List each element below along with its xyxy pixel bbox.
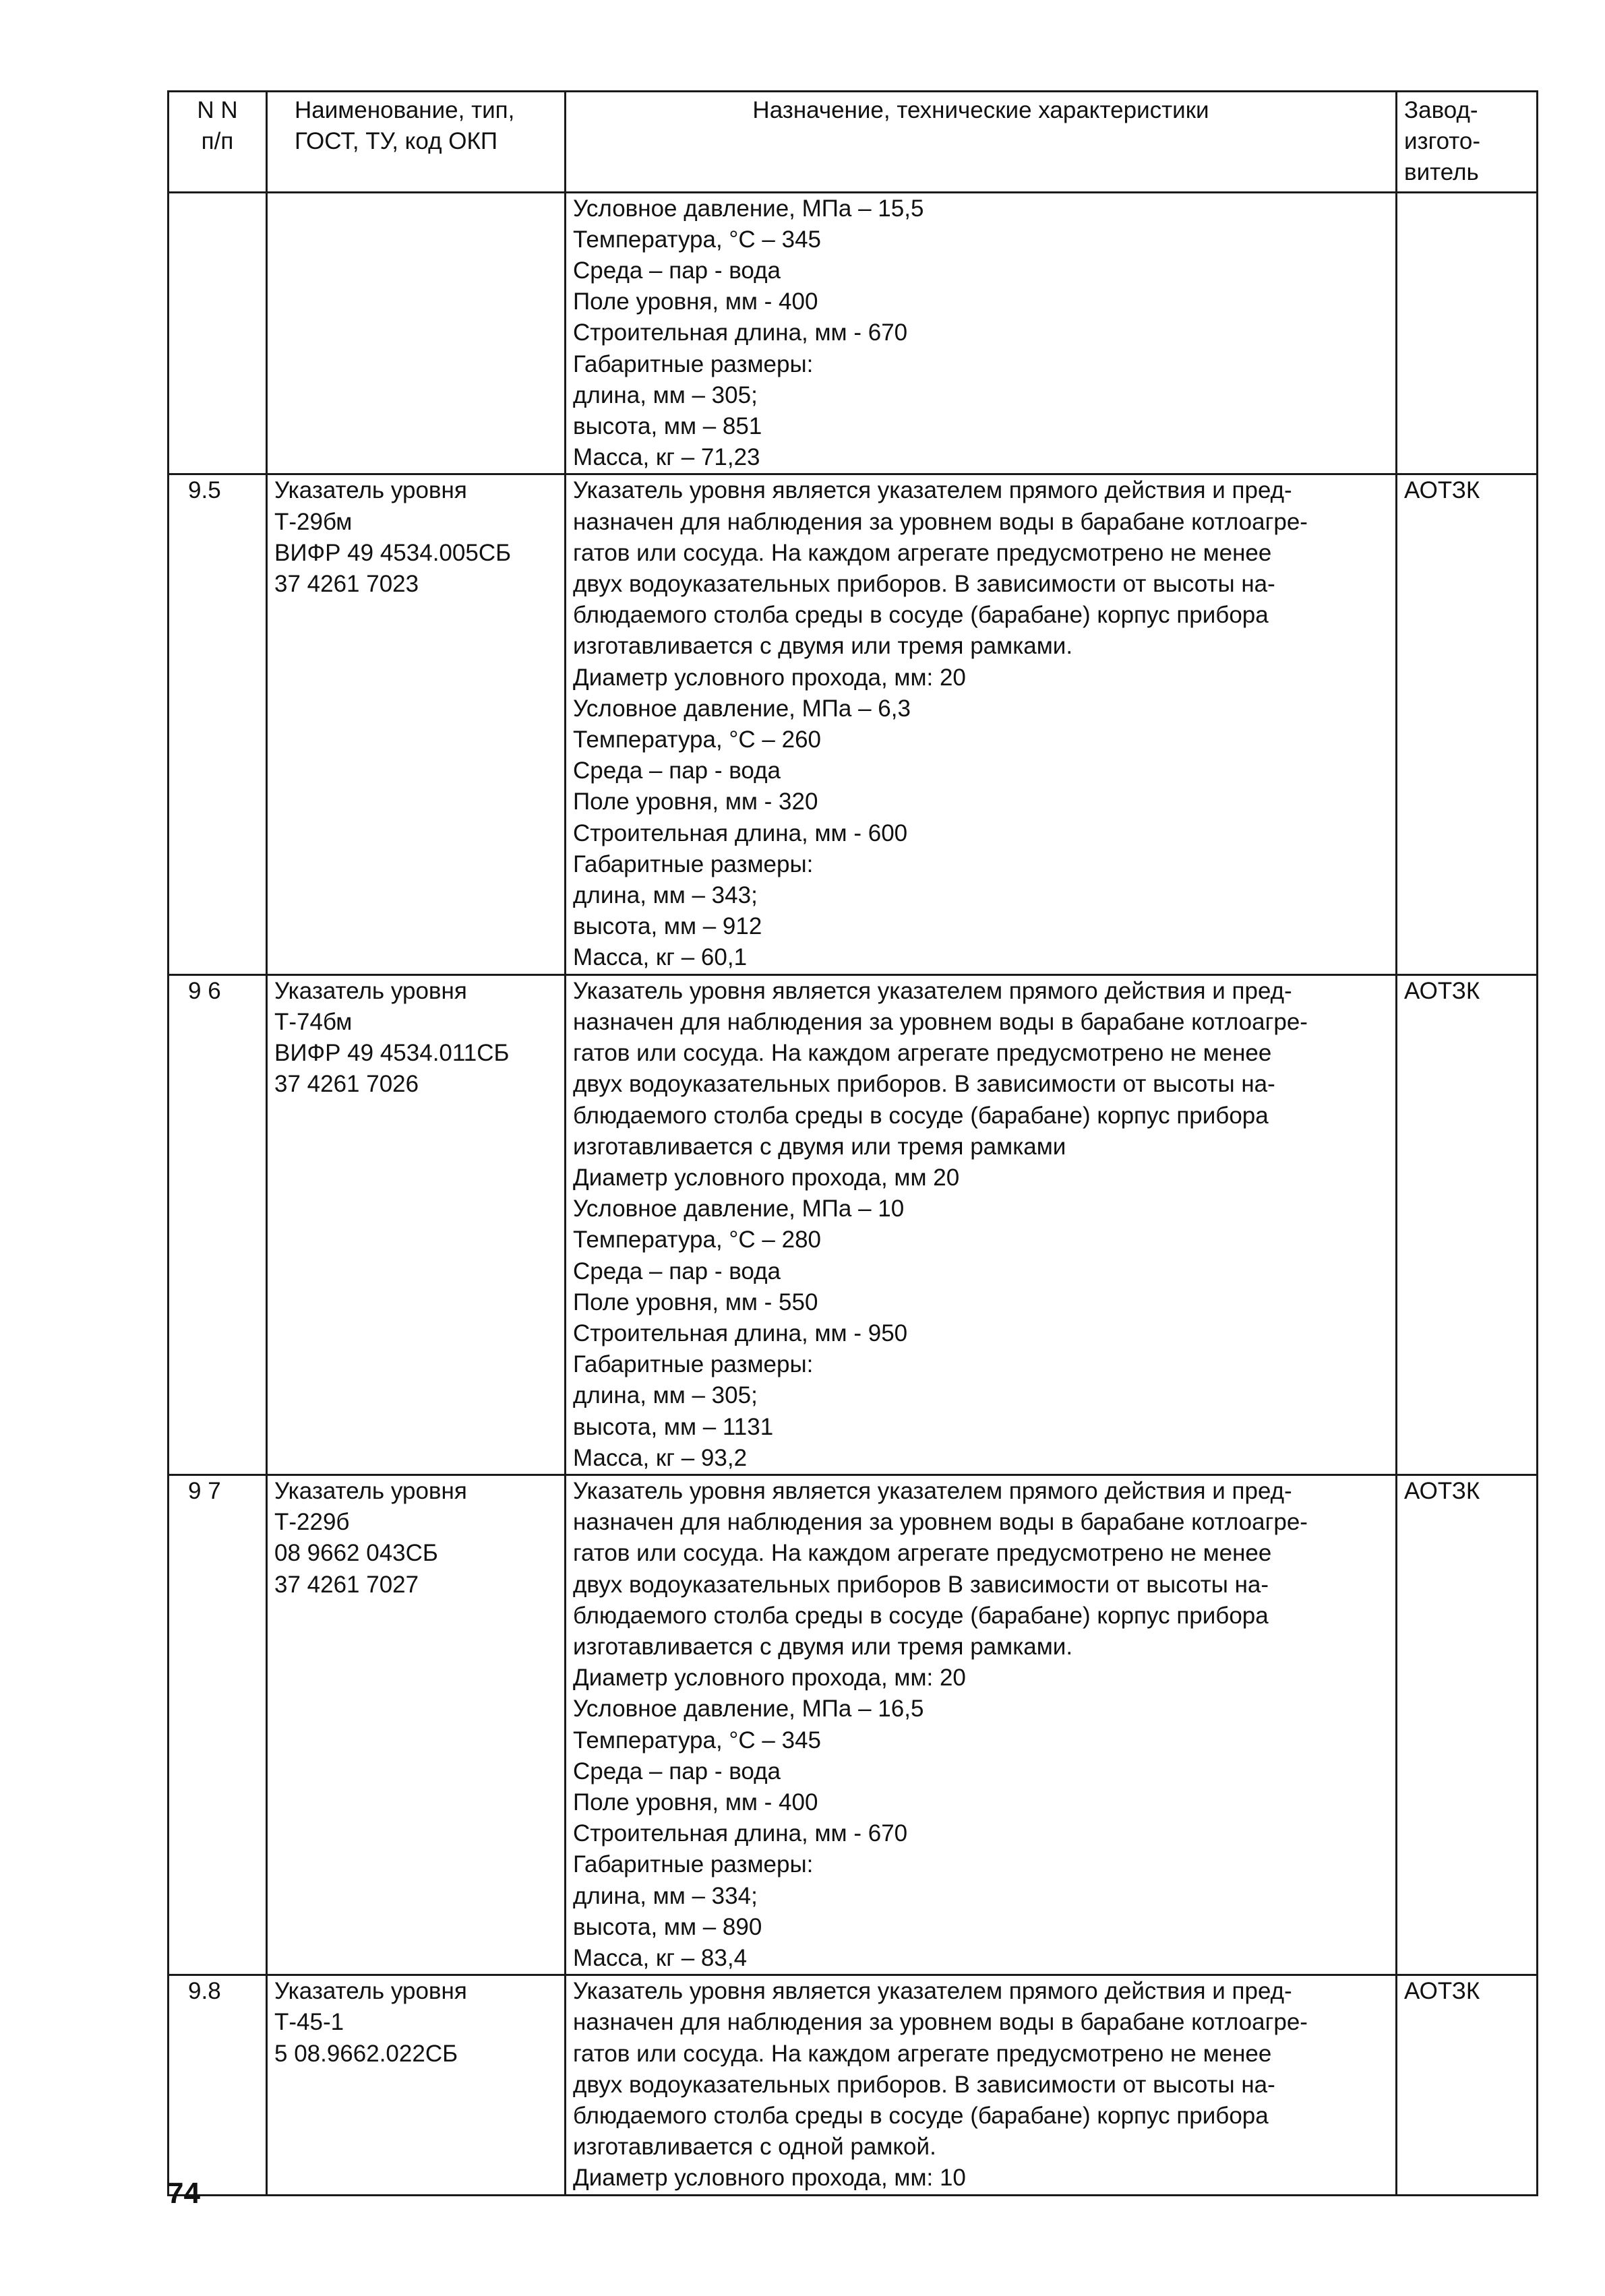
- description-line: назначен для наблюдения за уровнем воды в барабане котлоагре-: [573, 1008, 1308, 1035]
- name-line: 37 4261 7023: [274, 571, 419, 598]
- table-row: [169, 974, 1538, 1475]
- description-line: Поле уровня, мм - 400: [573, 288, 818, 315]
- description-line: Диаметр условного прохода, мм: 20: [573, 1665, 966, 1692]
- description-line: Масса, кг – 71,23: [573, 444, 760, 471]
- description-line: Габаритные размеры:: [573, 1351, 814, 1378]
- description-line: высота, мм – 890: [573, 1913, 762, 1940]
- row-number-text: 9.8: [188, 1978, 221, 2005]
- manufacturer-text: АОТЗК: [1404, 1978, 1480, 2005]
- row-name: [267, 192, 566, 474]
- description-line: блюдаемого столба среды в сосуде (барабане) корпус прибора: [573, 2103, 1269, 2129]
- manufacturer-text: АОТЗК: [1404, 1477, 1480, 1504]
- row-manufacturer: [1397, 1975, 1538, 2195]
- row-name: [267, 474, 566, 974]
- description-line: блюдаемого столба среды в сосуде (барабане) корпус прибора: [573, 602, 1269, 629]
- table-row: [169, 192, 1538, 474]
- table-row: [169, 474, 1538, 974]
- description-line: Температура, °С – 280: [573, 1227, 822, 1253]
- header-name-line: Наименование, тип,: [295, 97, 515, 123]
- description-line: Указатель уровня является указателем прямого действия и пред-: [573, 477, 1292, 504]
- header-name-line: ГОСТ, ТУ, код ОКП: [295, 128, 498, 155]
- name-line: Т-229б: [274, 1509, 350, 1536]
- header-maker-line: витель: [1404, 159, 1479, 186]
- name-line: Указатель уровня: [274, 977, 467, 1004]
- description-line: Условное давление, МПа – 6,3: [573, 695, 911, 722]
- name-line: 5 08.9662.022СБ: [274, 2040, 458, 2067]
- header-num-line: N N: [197, 97, 238, 123]
- description-line: Диаметр условного прохода, мм: 10: [573, 2165, 966, 2192]
- row-description: [566, 1975, 1397, 2195]
- row-number-text: 9.5: [188, 477, 221, 504]
- description-line: Температура, °С – 260: [573, 726, 822, 753]
- name-line: Т-29бм: [274, 508, 353, 535]
- description-line: Габаритные размеры:: [573, 850, 814, 877]
- description-line: двух водоуказательных приборов. В зависимости от высоты на-: [573, 571, 1275, 598]
- header-maker-line: Завод-: [1404, 97, 1478, 123]
- name-line: 08 9662 043СБ: [274, 1540, 438, 1567]
- table-row: [169, 1975, 1538, 2195]
- table-header-row: [169, 92, 1538, 193]
- description-line: гатов или сосуда. На каждом агрегате предусмотрено не менее: [573, 1040, 1272, 1067]
- name-line: Указатель уровня: [274, 1477, 467, 1504]
- description-line: Поле уровня, мм - 400: [573, 1789, 818, 1816]
- description-line: длина, мм – 334;: [573, 1882, 758, 1909]
- row-description: [566, 192, 1397, 474]
- description-line: Указатель уровня является указателем прямого действия и пред-: [573, 1978, 1292, 2005]
- description-line: гатов или сосуда. На каждом агрегате предусмотрено не менее: [573, 1540, 1272, 1567]
- row-description: [566, 1475, 1397, 1975]
- description-line: назначен для наблюдения за уровнем воды в барабане котлоагре-: [573, 1509, 1308, 1536]
- description-line: Строительная длина, мм - 670: [573, 319, 908, 346]
- description-line: высота, мм – 912: [573, 913, 762, 940]
- description-line: назначен для наблюдения за уровнем воды в барабане котлоагре-: [573, 2009, 1308, 2036]
- row-number: [169, 192, 267, 474]
- row-manufacturer: [1397, 474, 1538, 974]
- description-line: Масса, кг – 93,2: [573, 1444, 748, 1471]
- description-line: гатов или сосуда. На каждом агрегате предусмотрено не менее: [573, 539, 1272, 566]
- description-line: Указатель уровня является указателем прямого действия и пред-: [573, 977, 1292, 1004]
- name-line: Указатель уровня: [274, 477, 467, 504]
- description-line: изготавливается с двумя или тремя рамками: [573, 1133, 1066, 1160]
- row-name: [267, 1475, 566, 1975]
- description-line: Условное давление, МПа – 15,5: [573, 195, 924, 222]
- row-manufacturer: [1397, 1475, 1538, 1975]
- description-line: Диаметр условного прохода, мм 20: [573, 1164, 960, 1191]
- row-description: [566, 474, 1397, 974]
- description-line: Строительная длина, мм - 600: [573, 819, 908, 846]
- description-line: двух водоуказательных приборов. В зависимости от высоты на-: [573, 1071, 1275, 1098]
- description-line: назначен для наблюдения за уровнем воды в барабане котлоагре-: [573, 508, 1308, 535]
- row-number-text: 9 6: [188, 977, 221, 1004]
- name-line: ВИФР 49 4534.005СБ: [274, 539, 512, 566]
- header-maker-line: изгото-: [1404, 128, 1481, 155]
- name-line: 37 4261 7026: [274, 1071, 419, 1098]
- row-number: [169, 474, 267, 974]
- header-desc-line: Назначение, технические характеристики: [752, 97, 1209, 123]
- description-line: Указатель уровня является указателем прямого действия и пред-: [573, 1477, 1292, 1504]
- description-line: Строительная длина, мм - 670: [573, 1820, 908, 1847]
- description-line: высота, мм – 1131: [573, 1413, 774, 1440]
- header-desc: [566, 92, 1397, 193]
- description-line: Строительная длина, мм - 950: [573, 1320, 908, 1346]
- header-num: [169, 92, 267, 193]
- description-line: Поле уровня, мм - 550: [573, 1289, 818, 1315]
- row-name: [267, 974, 566, 1475]
- description-line: длина, мм – 305;: [573, 1382, 758, 1409]
- name-line: Указатель уровня: [274, 1978, 467, 2005]
- description-line: Температура, °С – 345: [573, 1727, 822, 1754]
- page-number: 74: [167, 2177, 200, 2210]
- row-number: [169, 1475, 267, 1975]
- row-manufacturer: [1397, 974, 1538, 1475]
- description-line: Поле уровня, мм - 320: [573, 788, 818, 815]
- header-num-line: п/п: [201, 128, 234, 155]
- row-manufacturer: [1397, 192, 1538, 474]
- description-line: Диаметр условного прохода, мм: 20: [573, 664, 966, 691]
- description-line: гатов или сосуда. На каждом агрегате предусмотрено не менее: [573, 2040, 1272, 2067]
- spec-table: [167, 90, 1538, 2196]
- row-number: [169, 1975, 267, 2195]
- description-line: Условное давление, МПа – 16,5: [573, 1696, 924, 1723]
- row-description: [566, 974, 1397, 1475]
- description-line: изготавливается с двумя или тремя рамками.: [573, 1633, 1073, 1660]
- description-line: блюдаемого столба среды в сосуде (барабане) корпус прибора: [573, 1602, 1269, 1629]
- description-line: длина, мм – 305;: [573, 381, 758, 408]
- row-name: [267, 1975, 566, 2195]
- manufacturer-text: АОТЗК: [1404, 477, 1480, 504]
- description-line: Среда – пар - вода: [573, 757, 781, 784]
- description-line: Температура, °С – 345: [573, 226, 822, 253]
- row-number: [169, 974, 267, 1475]
- description-line: Масса, кг – 60,1: [573, 944, 748, 971]
- description-line: Среда – пар - вода: [573, 1758, 781, 1785]
- description-line: блюдаемого столба среды в сосуде (барабане) корпус прибора: [573, 1102, 1269, 1129]
- description-line: Условное давление, МПа – 10: [573, 1196, 905, 1222]
- table-row: [169, 1475, 1538, 1975]
- manufacturer-text: АОТЗК: [1404, 977, 1480, 1004]
- description-line: Среда – пар - вода: [573, 1258, 781, 1284]
- description-line: Габаритные размеры:: [573, 350, 814, 377]
- description-line: изготавливается с двумя или тремя рамками.: [573, 633, 1073, 660]
- description-line: Масса, кг – 83,4: [573, 1944, 748, 1971]
- name-line: Т-74бм: [274, 1008, 353, 1035]
- description-line: двух водоуказательных приборов. В зависимости от высоты на-: [573, 2071, 1275, 2098]
- description-line: Габаритные размеры:: [573, 1851, 814, 1878]
- name-line: Т-45-1: [274, 2009, 344, 2036]
- header-maker: [1397, 92, 1538, 193]
- table-body: [169, 192, 1538, 2195]
- name-line: ВИФР 49 4534.011СБ: [274, 1040, 510, 1067]
- description-line: Среда – пар - вода: [573, 257, 781, 284]
- description-line: длина, мм – 343;: [573, 882, 758, 909]
- description-line: двух водоуказательных приборов В зависимости от высоты на-: [573, 1571, 1269, 1598]
- name-line: 37 4261 7027: [274, 1571, 419, 1598]
- row-number-text: 9 7: [188, 1477, 221, 1504]
- description-line: изготавливается с одной рамкой.: [573, 2134, 936, 2161]
- description-line: высота, мм – 851: [573, 413, 762, 440]
- header-name: [267, 92, 566, 193]
